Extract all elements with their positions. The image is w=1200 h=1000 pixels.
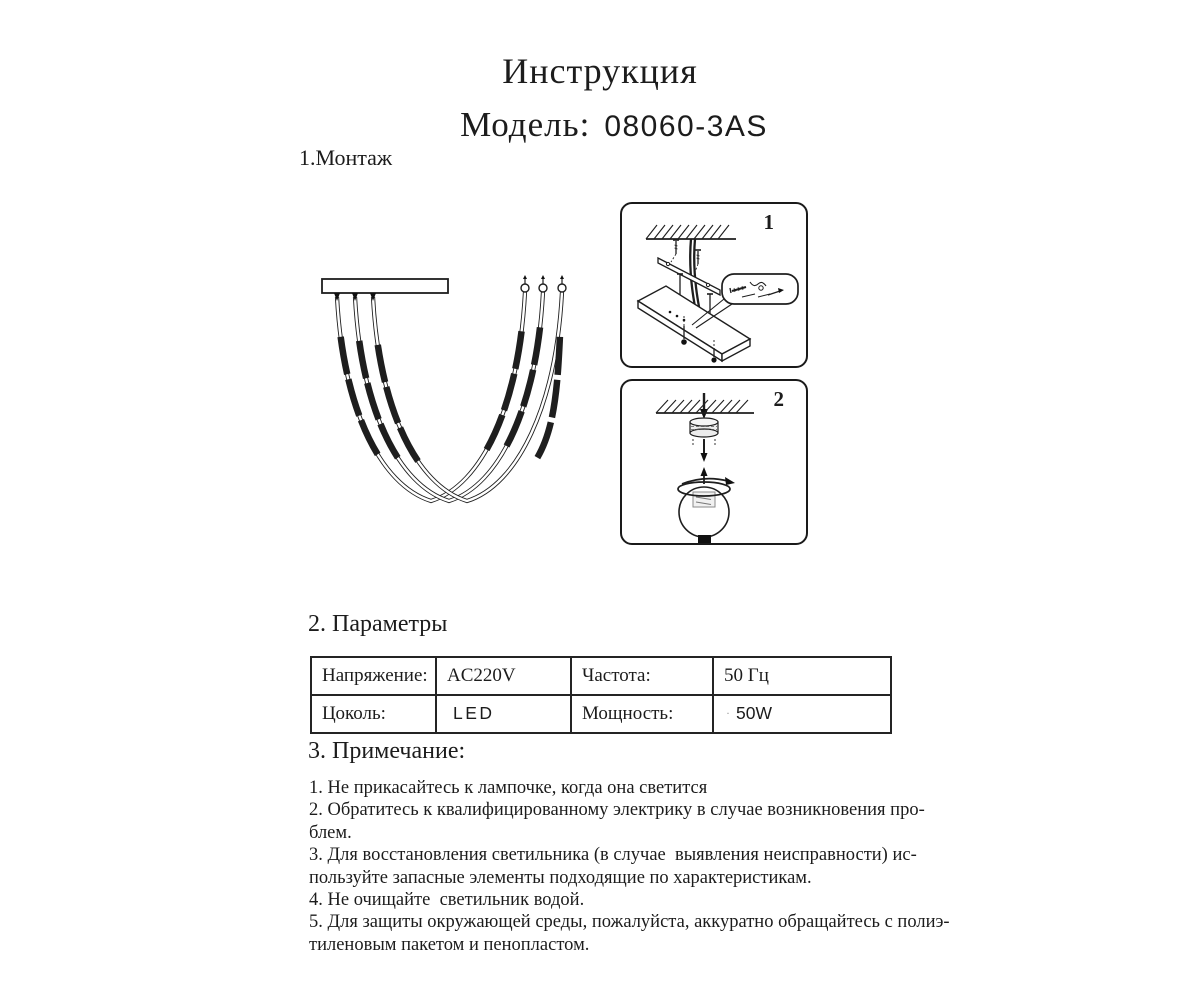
pendant-lamp-figure [300, 253, 590, 515]
param-label-socket: Цоколь: [311, 695, 436, 733]
note-line: блем. [309, 822, 352, 843]
note-line: 3. Для восстановления светильника (в случае выявления неисправности) ис- [309, 845, 917, 866]
parameters-table [310, 656, 892, 734]
model-number: 08060-3AS [604, 110, 768, 143]
power-value-text: 50W [736, 703, 772, 723]
model-label: Модель: [460, 105, 591, 144]
param-value-frequency: 50 Гц [713, 657, 891, 695]
globe-stem [698, 535, 711, 543]
section-heading-parameters: 2. Параметры [308, 611, 448, 637]
cable-end-rings [521, 275, 566, 292]
lamp-arm [355, 292, 543, 501]
note-line: 2. Обратитесь к квалифицированному электрику в случае возникновения про- [309, 800, 925, 821]
param-value-voltage: AC220V [436, 657, 571, 695]
model-line [14, 105, 1200, 145]
step-number: 2 [773, 387, 784, 411]
installation-step-1-figure [620, 202, 808, 368]
table-row [311, 657, 891, 695]
notes-list [309, 777, 949, 956]
param-value-socket [436, 695, 571, 733]
param-label-voltage: Напряжение: [311, 657, 436, 695]
note-line: 4. Не очищайте светильник водой. [309, 890, 585, 911]
lamp-arm [373, 292, 562, 501]
hardware-detail-callout [692, 274, 798, 328]
note-line: 1. Не прикасайтесь к лампочке, когда она светится [309, 778, 708, 798]
connect-arrows [701, 439, 708, 484]
section-heading-notes: 3. Примечание: [308, 738, 466, 764]
ceiling-hatch [646, 225, 736, 239]
ceiling-mount-bar [322, 279, 448, 301]
table-row [311, 695, 891, 733]
note-line: 5. Для защиты окружающей среды, пожалуйста, аккуратно обращайтесь с полиэ- [309, 912, 950, 933]
lamp-arm [337, 292, 525, 501]
note-line: пользуйте запасные элементы подходящие по характеристикам. [309, 867, 812, 888]
param-value-power [713, 695, 891, 733]
power-dot-artifact: · [726, 706, 730, 720]
step-number: 1 [763, 210, 774, 234]
socket-value-text: LED [453, 703, 495, 723]
note-line: тиленовым пакетом и пенопластом. [309, 934, 590, 955]
insert-arrow-top [700, 393, 708, 419]
section-heading-montage: 1.Монтаж [299, 145, 393, 170]
page-title: Инструкция [502, 51, 698, 91]
param-label-frequency: Частота: [571, 657, 713, 695]
param-label-power: Мощность: [571, 695, 713, 733]
installation-step-2-figure [620, 379, 808, 545]
